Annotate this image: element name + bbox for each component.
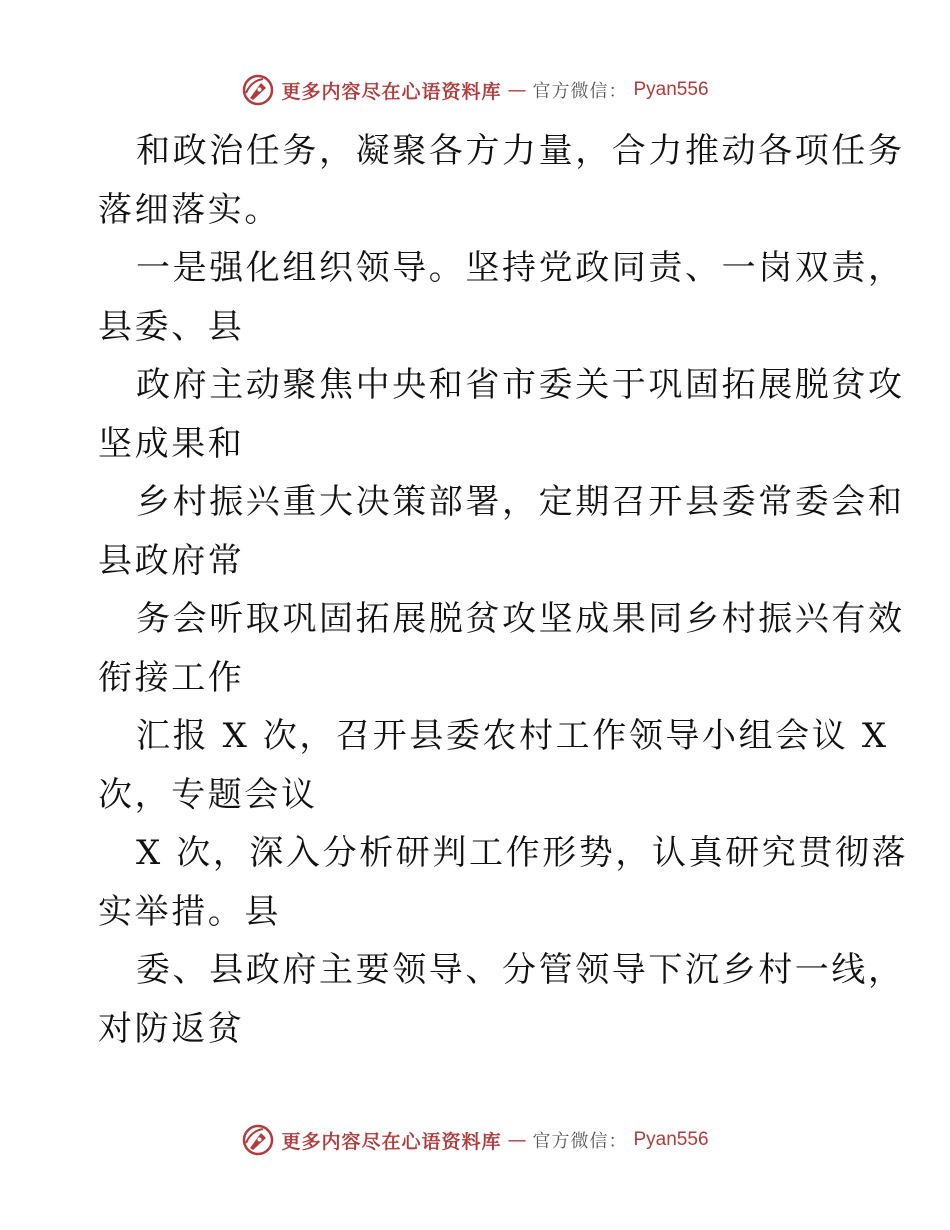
body-line: 汇报 X 次，召开县委农村工作领导小组会议 X bbox=[136, 716, 889, 756]
body-line: 实举措。县 bbox=[98, 891, 281, 932]
body-line: 对防返贫 bbox=[98, 1008, 245, 1049]
body-line: X 次，深入分析研判工作形势，认真研究贯彻落 bbox=[136, 833, 909, 873]
body-line: 和政治任务，凝聚各方力量，合力推动各项任务 bbox=[136, 131, 905, 171]
header-banner-wechat-id: Pyan556 bbox=[633, 79, 709, 100]
header-banner-wechat-label: 官方微信： bbox=[532, 81, 628, 102]
footer-banner-wechat-label: 官方微信： bbox=[532, 1131, 628, 1152]
pen-nib-logo-icon bbox=[241, 1123, 275, 1157]
document-body bbox=[98, 122, 909, 1058]
body-line: 一是强化组织领导。坚持党政同责、一岗双责， bbox=[136, 248, 905, 288]
body-line: 务会听取巩固拓展脱贫攻坚成果同乡村振兴有效 bbox=[136, 599, 905, 639]
pen-nib-logo-icon bbox=[241, 73, 275, 107]
body-line: 乡村振兴重大决策部署，定期召开县委常委会和 bbox=[136, 482, 905, 522]
body-line: 坚成果和 bbox=[98, 423, 245, 464]
body-line: 政府主动聚焦中央和省市委关于巩固拓展脱贫攻 bbox=[136, 365, 905, 405]
body-line: 落细落实。 bbox=[98, 189, 281, 230]
header-banner-dash: — bbox=[507, 79, 527, 101]
body-line: 委、县政府主要领导、分管领导下沉乡村一线， bbox=[136, 950, 905, 990]
footer-banner-title: 更多内容尽在心语资料库 bbox=[281, 1130, 502, 1153]
footer-banner-dash: — bbox=[507, 1129, 527, 1151]
body-line: 次，专题会议 bbox=[98, 774, 318, 815]
header-banner-title: 更多内容尽在心语资料库 bbox=[281, 80, 502, 103]
body-line: 衔接工作 bbox=[98, 657, 245, 698]
footer-banner-wechat-id: Pyan556 bbox=[633, 1129, 709, 1150]
body-line: 县委、县 bbox=[98, 306, 245, 347]
footer-banner bbox=[0, 1122, 950, 1158]
header-banner bbox=[0, 72, 950, 108]
body-line: 县政府常 bbox=[98, 540, 245, 581]
